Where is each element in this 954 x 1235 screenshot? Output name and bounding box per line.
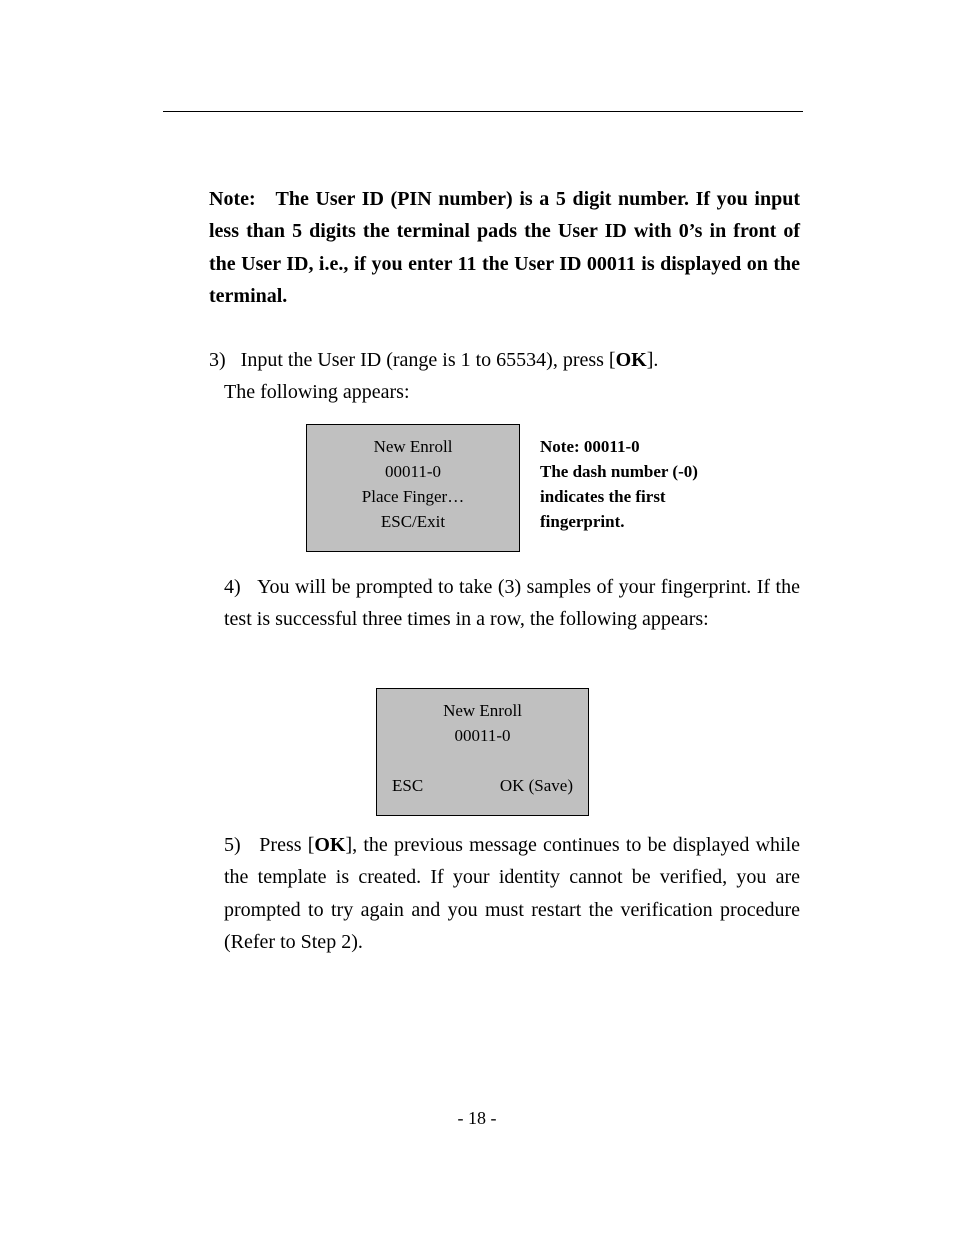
header-rule — [163, 111, 803, 112]
step-5-text-after: ], the previous message continues to be displayed while the template is created. If your identity cannot be verified, you are prompted to try again and you must restart the verification procedure (Refer to Step 2). — [224, 834, 800, 953]
step-5 — [224, 829, 800, 958]
step-4 — [224, 571, 800, 636]
step-3-number: 3) — [209, 349, 226, 371]
page-number: - 18 - — [457, 1108, 497, 1128]
side-note-line4: fingerprint. — [540, 512, 625, 531]
lcd1-line2: 00011-0 — [384, 462, 442, 481]
step-3-text-after: ]. — [646, 349, 659, 371]
side-note-line1: Note: 00011-0 — [540, 437, 640, 456]
step-3 — [209, 344, 809, 409]
step-5-text-before: Press [ — [259, 834, 315, 856]
lcd1-line3: Place Finger… — [361, 487, 465, 506]
step-3-key: OK — [615, 349, 647, 371]
step-4-number: 4) — [224, 576, 241, 598]
lcd2-ok-save-label: OK (Save) — [499, 776, 573, 795]
step-5-number: 5) — [224, 834, 241, 856]
lcd-screen-place-finger — [306, 424, 520, 552]
lcd1-line1: New Enroll — [373, 437, 453, 456]
step-5-key: OK — [314, 834, 346, 856]
lcd1-line4: ESC/Exit — [380, 512, 446, 531]
step-4-text: You will be prompted to take (3) samples of your fingerprint. If the test is successful three times in a row, the following appears: — [224, 576, 800, 631]
step-3-text-before: Input the User ID (range is 1 to 65534), press [ — [240, 349, 616, 371]
lcd2-esc-label: ESC — [392, 776, 424, 795]
note-text: The User ID (PIN number) is a 5 digit number. If you input less than 5 digits the terminal pads the User ID with 0’s in front of the User ID, i.e., if you enter 11 the User ID 00011 is displayed on the terminal. — [209, 188, 800, 307]
side-note — [540, 434, 740, 534]
lcd2-line2: 00011-0 — [454, 726, 511, 745]
note-label: Note: — [209, 188, 256, 210]
side-note-line3: indicates the first — [540, 487, 666, 506]
note-paragraph — [209, 183, 800, 312]
lcd2-line1: New Enroll — [443, 701, 522, 720]
step-3-line2: The following appears: — [224, 381, 410, 404]
lcd-screen-save — [376, 688, 589, 816]
side-note-line2: The dash number (-0) — [540, 462, 698, 481]
lcd2-key-row — [392, 773, 573, 798]
